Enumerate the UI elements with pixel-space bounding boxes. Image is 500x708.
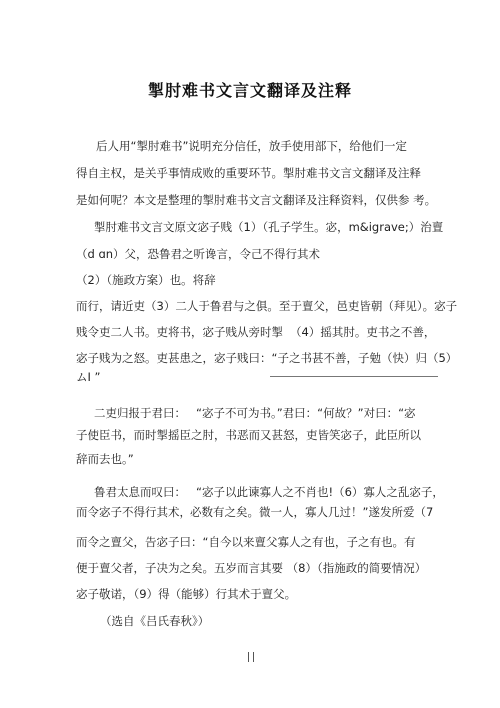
body-line: 而令之亶父，告宓子曰：“自今以来亶父寡人之有也，子之有也。有 — [76, 535, 416, 549]
body-line: “宓子不可为书。”君曰：“何故？”对曰：“宓 — [196, 406, 416, 420]
horizontal-rule — [270, 376, 438, 377]
body-line: 得自主权，是关乎事情成败的重要环节。掣肘难书文言文翻译及注释 — [76, 166, 421, 180]
body-line: 二吏归报于君曰： — [94, 406, 186, 420]
body-line: 便于亶父者，子决为之矣。五岁而言其要 （8）（指施政的简要情况） — [76, 561, 427, 575]
body-line: （4）摇其肘。吏书之不善， — [290, 325, 436, 339]
body-line: 必数有之矣。微一人，寡人几过！”遂发所爱（7 — [190, 505, 434, 519]
body-line: ムI ” — [76, 370, 101, 384]
source-citation: （选自《吕氏春秋》） — [100, 614, 210, 628]
body-line: 而令宓子不得行其术， — [76, 505, 191, 519]
page-footer-mark — [248, 652, 254, 662]
body-line: 子使臣书，而时掣摇臣之肘，书恶而又甚怒，吏皆笑宓子，此臣所以 — [76, 428, 421, 442]
body-line: “宓子以此谏寡人之不肖也!（6）寡人之乱宓子， — [196, 485, 444, 499]
document-title: 掣肘难书文言文翻译及注释 — [147, 81, 352, 100]
body-line: 而行，请近吏（3）二人于鲁君与之俱。至于亶父，邑吏皆朝（拜见）。宓子 — [76, 299, 458, 313]
body-line: （d ɑn）父，恐鲁君之听谗言，令己不得行其术 — [76, 247, 321, 261]
body-line: 鲁君太息而叹曰： — [94, 485, 186, 499]
body-line: 后人用“掣肘难书”说明充分信任，放手使用部下，给他们一定 — [96, 139, 407, 153]
body-line: 掣肘难书文言文原文宓子贱（1）（孔子学生。宓，m&igrave;）治亶 — [94, 220, 444, 234]
body-line: 是如何呢？本文是整理的掣肘难书文言文翻译及注释资料，仅供参 考。 — [76, 193, 437, 207]
body-line: 贱令吏二人书。吏将书，宓子贱从旁时掣 — [76, 325, 283, 339]
body-line: （2）（施政方案）也。将辞 — [76, 273, 216, 287]
body-line: 宓子敬诺，（9）得（能够）行其术于亶父。 — [76, 587, 297, 601]
body-line: 宓子贱为之怒。吏甚患之，宓子贱曰：“子之书甚不善，子勉（快）归（5） — [76, 351, 458, 365]
body-line: 辞而去也。” — [76, 452, 134, 466]
